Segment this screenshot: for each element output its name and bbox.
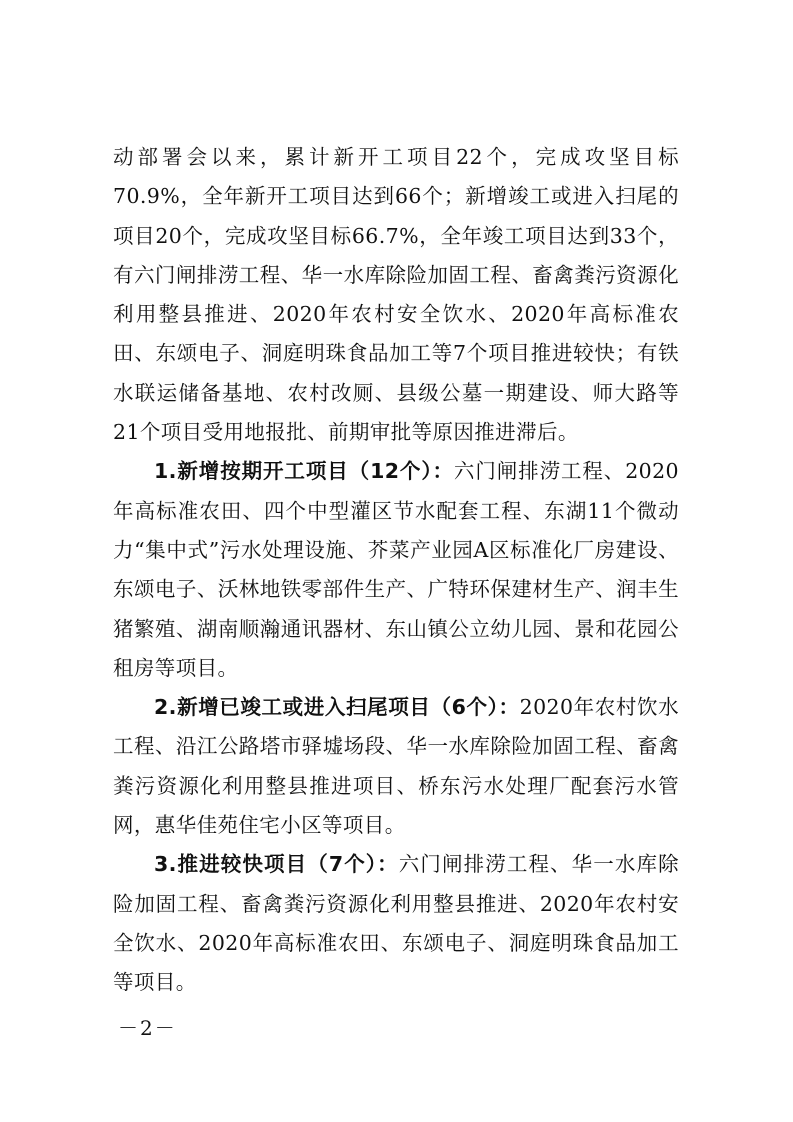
- section-2-heading: 2.新增已竣工或进入扫尾项目（6个）：: [154, 695, 520, 720]
- document-body: [113, 138, 679, 1003]
- page-number: －2－: [118, 1016, 177, 1040]
- section-2-paragraph: [113, 688, 679, 845]
- section-3-body: 六门闸排涝工程、华一水库除险加固工程、畜禽粪污资源化利用整县推进、2020年农村安全饮水、2020年高标准农田、东颂电子、洞庭明珠食品加工等项目。: [113, 852, 679, 995]
- intro-text: 动部署会以来，累计新开工项目22个，完成攻坚目标70.9%，全年新开工项目达到66个；新增竣工或进入扫尾的项目20个，完成攻坚目标66.7%，全年竣工项目达到33个，有六门闸排涝工程、华一水库除险加固工程、畜禽粪污资源化利用整县推进、2020年农村安全饮水、2020年高标准农田、东颂电子、洞庭明珠食品加工等7个项目推进较快；有铁水联运储备基地、农村改厕、县级公墓一期建设、师大路等21个项目受用地报批、前期审批等原因推进滞后。: [113, 145, 679, 445]
- section-3-heading: 3.推进较快项目（7个）：: [154, 852, 399, 877]
- section-1-paragraph: [113, 452, 679, 688]
- section-1-body: 六门闸排涝工程、2020年高标准农田、四个中型灌区节水配套工程、东湖11个微动力“集中式”污水处理设施、芥菜产业园A区标准化厂房建设、东颂电子、沃林地铁零部件生产、广特环保建材生产、润丰生猪繁殖、湖南顺瀚通讯器材、东山镇公立幼儿园、景和花园公租房等项目。: [113, 459, 679, 680]
- section-1-heading: 1.新增按期开工项目（12个）：: [154, 459, 454, 484]
- section-2-body: 2020年农村饮水工程、沿江公路塔市驿墟场段、华一水库除险加固工程、畜禽粪污资源化利用整县推进项目、桥东污水处理厂配套污水管网，惠华佳苑住宅小区等项目。: [113, 695, 679, 838]
- section-3-paragraph: [113, 845, 679, 1002]
- intro-paragraph: [113, 138, 679, 452]
